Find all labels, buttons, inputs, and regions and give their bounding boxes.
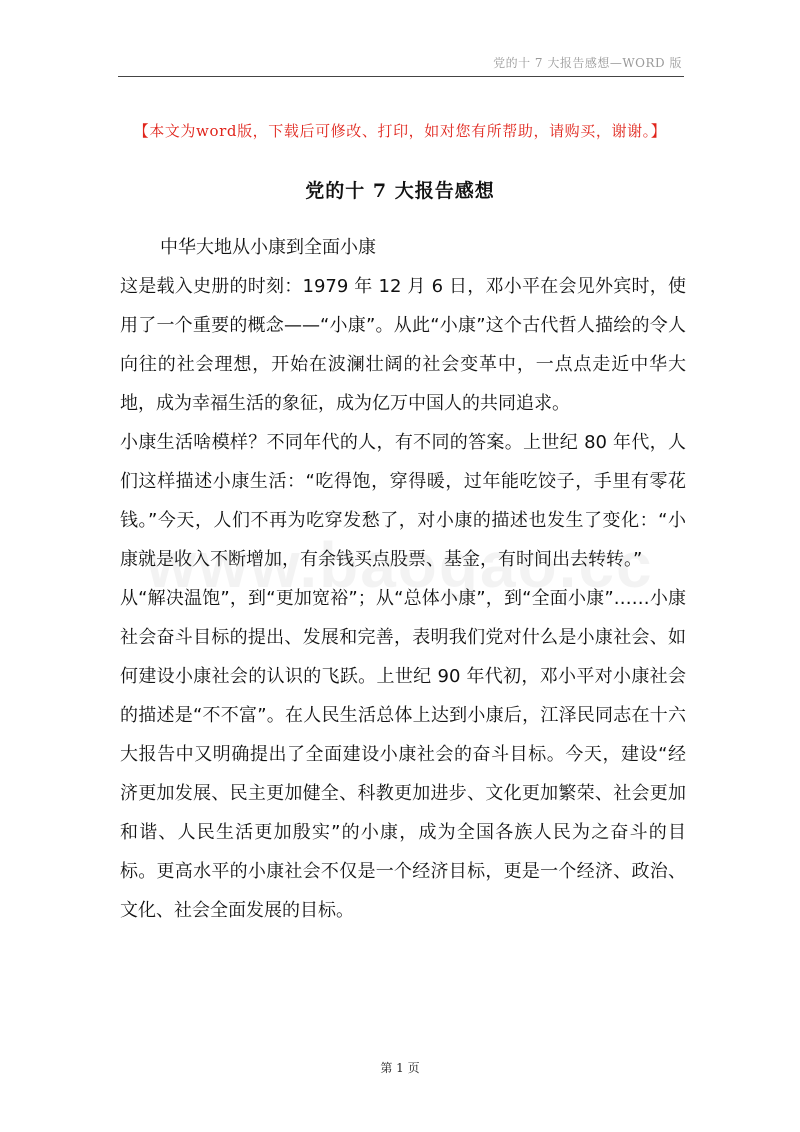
purchase-notice: 【本文为word版，下载后可修改、打印，如对您有所帮助，请购买，谢谢。】 [133, 122, 667, 140]
document-title: 党的十 7 大报告感想 [305, 180, 495, 202]
paragraph-2: 小康生活啥模样？不同年代的人，有不同的答案。上世纪 80 年代，人们这样描述小康生活：“吃得饱，穿得暖，过年能吃饺子，手里有零花钱。”今天，人们不再为吃穿发愁了，对小康的描述也发生了变化：“小康就是收入不断增加，有余钱买点股票、基金，有时间出去转转。” [120, 432, 686, 570]
running-header: 党的十 7 大报告感想—WORD 版 [493, 56, 682, 70]
header-divider [118, 76, 684, 77]
page-number: 第 1 页 [380, 1061, 420, 1075]
paragraph-3: 从“解决温饱”，到“更加宽裕”；从“总体小康”，到“全面小康”……小康社会奋斗目标的提出、发展和完善，表明我们党对什么是小康社会、如何建设小康社会的认识的飞跃。上世纪 90 年代初，邓小平对小康社会的描述是“不不富”。在人民生活总体上达到小康后，江泽民同志在十六大报告中又明确提出了全面建设小康社会的奋斗目标。今天，建设“经济更加发展、民主更加健全、科教更加进步、文化更加繁荣、社会更加和谐、人民生活更加殷实”的小康，成为全国各族人民为之奋斗的目标。更高水平的小康社会不仅是一个经济目标，更是一个经济、政治、文化、社会全面发展的目标。 [120, 588, 686, 921]
document-body [120, 228, 686, 930]
paragraph-1: 这是载入史册的时刻：1979 年 12 月 6 日，邓小平在会见外宾时，使用了一个重要的概念——“小康”。从此“小康”这个古代哲人描绘的令人向往的社会理想，开始在波澜壮阔的社会变革中，一点点走近中华大地，成为幸福生活的象征，成为亿万中国人的共同追求。 [120, 276, 686, 414]
section-subtitle: 中华大地从小康到全面小康 [160, 237, 376, 258]
